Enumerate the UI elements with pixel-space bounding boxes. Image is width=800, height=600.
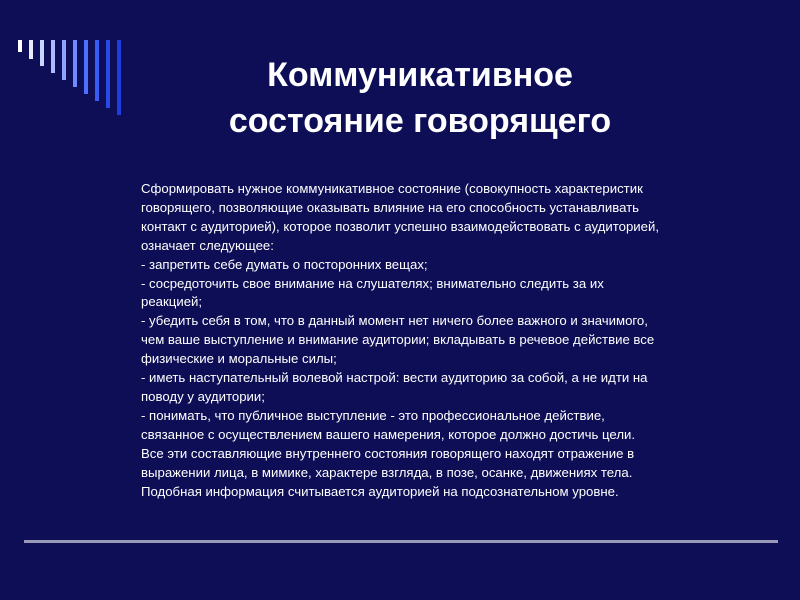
- decorative-stripe: [73, 40, 77, 87]
- body-line: физические и моральные силы;: [141, 351, 337, 367]
- decorative-stripes: [18, 40, 138, 120]
- decorative-stripe: [84, 40, 88, 94]
- body-line: - запретить себе думать о посторонних вещах;: [141, 256, 428, 272]
- slide-body-text: [141, 180, 766, 501]
- body-line: означает следующее:: [141, 237, 274, 253]
- decorative-stripe: [106, 40, 110, 108]
- body-line: - убедить себя в том, что в данный момент нет ничего более важного и значимого,: [141, 313, 648, 329]
- body-line: - сосредоточить свое внимание на слушателях; внимательно следить за их: [141, 275, 604, 291]
- decorative-stripe: [95, 40, 99, 101]
- body-line: - понимать, что публичное выступление - это профессиональное действие,: [141, 407, 605, 423]
- decorative-stripe: [117, 40, 121, 115]
- body-line: чем ваше выступление и внимание аудитории; вкладывать в речевое действие все: [141, 332, 655, 348]
- title-line-1: Коммуникативное: [267, 56, 573, 94]
- decorative-stripe: [18, 40, 22, 52]
- title-line-2: состояние говорящего: [228, 102, 612, 140]
- decorative-stripe: [51, 40, 55, 73]
- decorative-stripe: [29, 40, 33, 59]
- bottom-divider: [24, 540, 778, 543]
- body-line: реакцией;: [141, 294, 203, 310]
- decorative-stripe: [62, 40, 66, 80]
- body-line: Подобная информация считывается аудиторией на подсознательном уровне.: [141, 483, 619, 499]
- body-line: Все эти составляющие внутреннего состояния говорящего находят отражение в: [141, 445, 635, 461]
- body-line: поводу у аудитории;: [141, 388, 265, 404]
- body-line: говорящего, позволяющие оказывать влияние на его способность устанавливать: [141, 199, 640, 215]
- body-line: выражении лица, в мимике, характере взгляда, в позе, осанке, движениях тела.: [141, 464, 633, 480]
- body-line: контакт с аудиторией), которое позволит успешно взаимодействовать с аудиторией,: [141, 218, 660, 234]
- decorative-stripe: [40, 40, 44, 66]
- body-line: Сформировать нужное коммуникативное состояние (совокупность характеристик: [141, 181, 643, 196]
- body-line: - иметь наступательный волевой настрой: вести аудиторию за собой, а не идти на: [141, 370, 648, 386]
- slide-title: [170, 52, 670, 144]
- body-line: связанное с осуществлением вашего намерения, которое должно достичь цели.: [141, 426, 636, 442]
